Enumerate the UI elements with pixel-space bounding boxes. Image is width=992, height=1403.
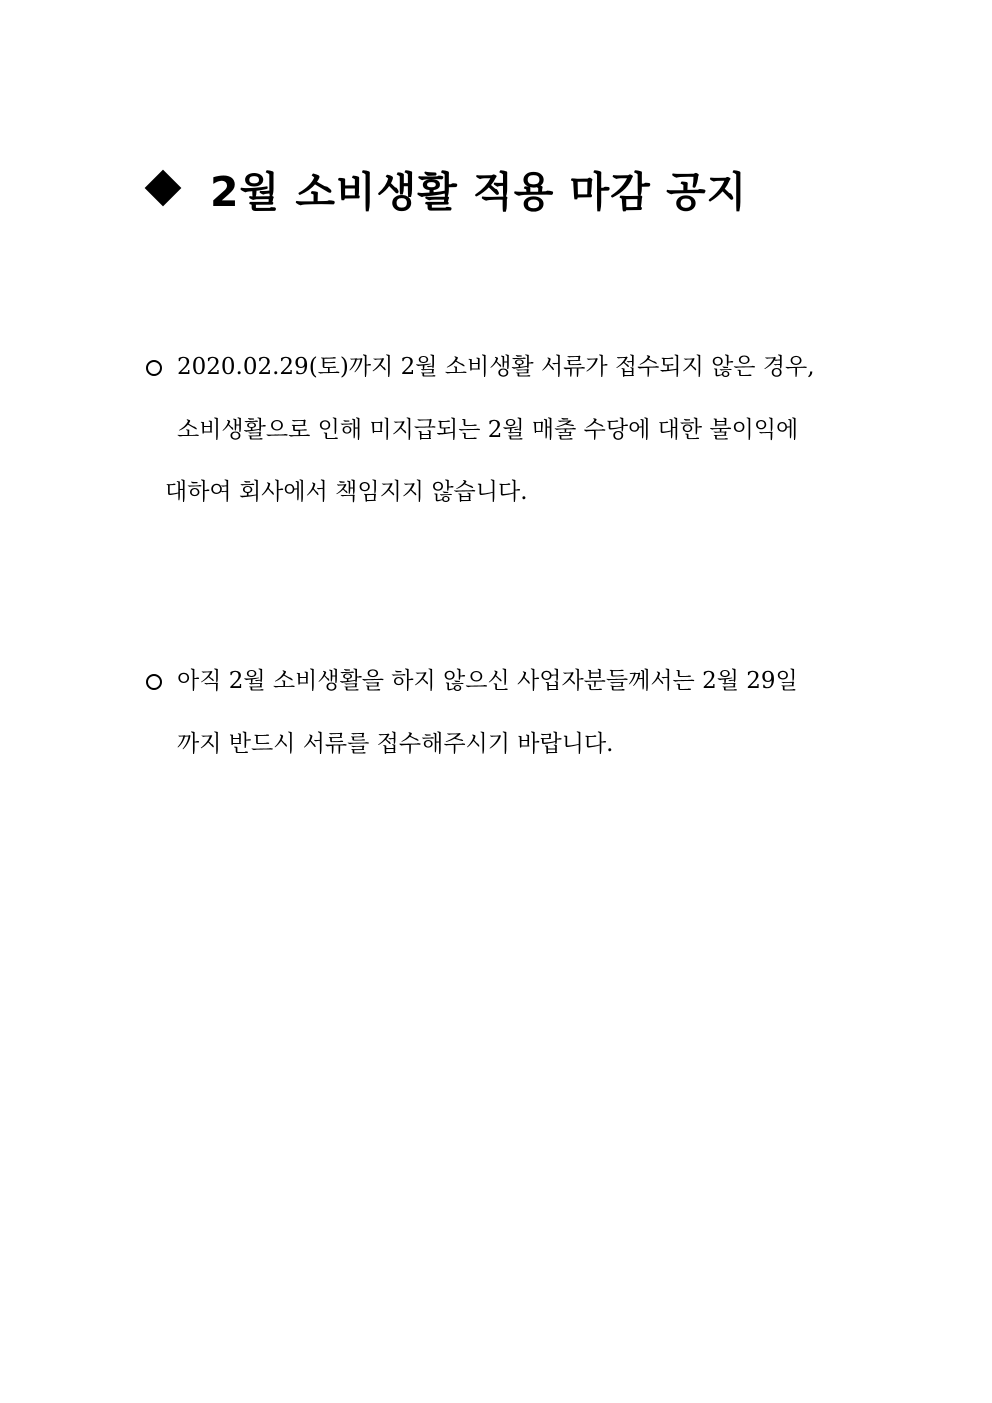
hollow-circle-bullet-icon (146, 360, 162, 376)
page-title (145, 158, 747, 218)
black-diamond-icon (145, 170, 182, 207)
paragraph-1-line-3: 대하여 회사에서 책임지지 않습니다. (165, 479, 528, 505)
paragraph-1-line-1: 2020.02.29(토)까지 2월 소비생활 서류가 접수되지 않은 경우, (177, 354, 815, 380)
page-title-text: 2월 소비생활 적용 마감 공지 (210, 167, 748, 216)
paragraph-1-line-2: 소비생활으로 인해 미지급되는 2월 매출 수당에 대한 불이익에 (177, 417, 799, 443)
paragraph-2-line-1: 아직 2월 소비생활을 하지 않으신 사업자분들께서는 2월 29일 (177, 668, 798, 694)
paragraph-2-line-2: 까지 반드시 서류를 접수해주시기 바랍니다. (177, 731, 614, 757)
hollow-circle-bullet-icon (146, 674, 162, 690)
